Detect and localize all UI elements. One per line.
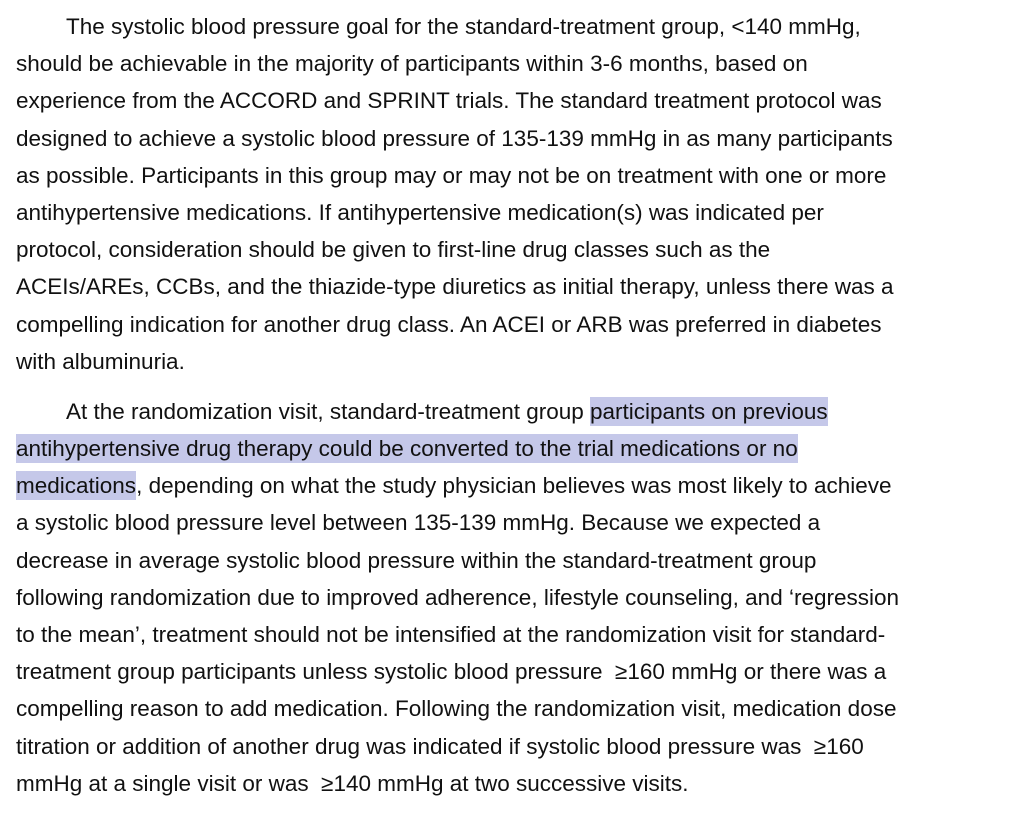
- paragraph-spacer: [16, 380, 1008, 393]
- document-body: [16, 8, 1008, 802]
- paragraph-1-line: as possible. Participants in this group may or may not be on treatment with one or more: [16, 162, 887, 188]
- paragraph-1-line: should be achievable in the majority of participants within 3-6 months, based on: [16, 51, 808, 77]
- paragraph-2-line: mmHg at a single visit or was ≥140 mmHg at two successive visits.: [16, 770, 689, 796]
- paragraph-1: [16, 8, 1008, 380]
- highlighted-text[interactable]: antihypertensive drug therapy could be converted to the trial medications or no: [16, 436, 798, 462]
- paragraph-2: [16, 393, 1008, 802]
- paragraph-1-line: designed to achieve a systolic blood pressure of 135-139 mmHg in as many participants: [16, 125, 893, 151]
- paragraph-1-line: ACEIs/AREs, CCBs, and the thiazide-type diuretics as initial therapy, unless there was a: [16, 274, 894, 300]
- paragraph-1-line: with albuminuria.: [16, 348, 185, 374]
- paragraph-2-text: At the randomization visit, standard-treatment group: [66, 398, 591, 424]
- paragraph-2-line: [16, 393, 1008, 430]
- paragraph-2-line: to the mean’, treatment should not be intensified at the randomization visit for standard-: [16, 622, 886, 647]
- paragraph-1-line: antihypertensive medications. If antihypertensive medication(s) was indicated per: [16, 199, 824, 225]
- highlighted-text[interactable]: participants on previous: [590, 398, 828, 424]
- paragraph-2-line: treatment group participants unless systolic blood pressure ≥160 mmHg or there was a: [16, 659, 887, 685]
- paragraph-1-line: protocol, consideration should be given to first-line drug classes such as the: [16, 237, 771, 263]
- paragraph-1-line: The systolic blood pressure goal for the standard-treatment group, <140 mmHg,: [66, 14, 861, 39]
- paragraph-2-line: a systolic blood pressure level between 135-139 mmHg. Because we expected a: [16, 510, 821, 536]
- paragraph-1-line: experience from the ACCORD and SPRINT trials. The standard treatment protocol was: [16, 88, 882, 114]
- highlighted-text[interactable]: medications: [16, 473, 137, 499]
- paragraph-2-text: , depending on what the study physician believes was most likely to achieve: [136, 473, 892, 499]
- paragraph-1-line: compelling indication for another drug class. An ACEI or ARB was preferred in diabetes: [16, 311, 882, 337]
- paragraph-2-line: [16, 430, 1008, 467]
- paragraph-2-line: titration or addition of another drug was indicated if systolic blood pressure was ≥160: [16, 733, 864, 759]
- paragraph-2-line: compelling reason to add medication. Following the randomization visit, medication dose: [16, 696, 897, 722]
- paragraph-2-line: [16, 467, 1008, 504]
- paragraph-2-line: decrease in average systolic blood pressure within the standard-treatment group: [16, 547, 817, 573]
- paragraph-2-line: following randomization due to improved adherence, lifestyle counseling, and ‘regression: [16, 584, 900, 610]
